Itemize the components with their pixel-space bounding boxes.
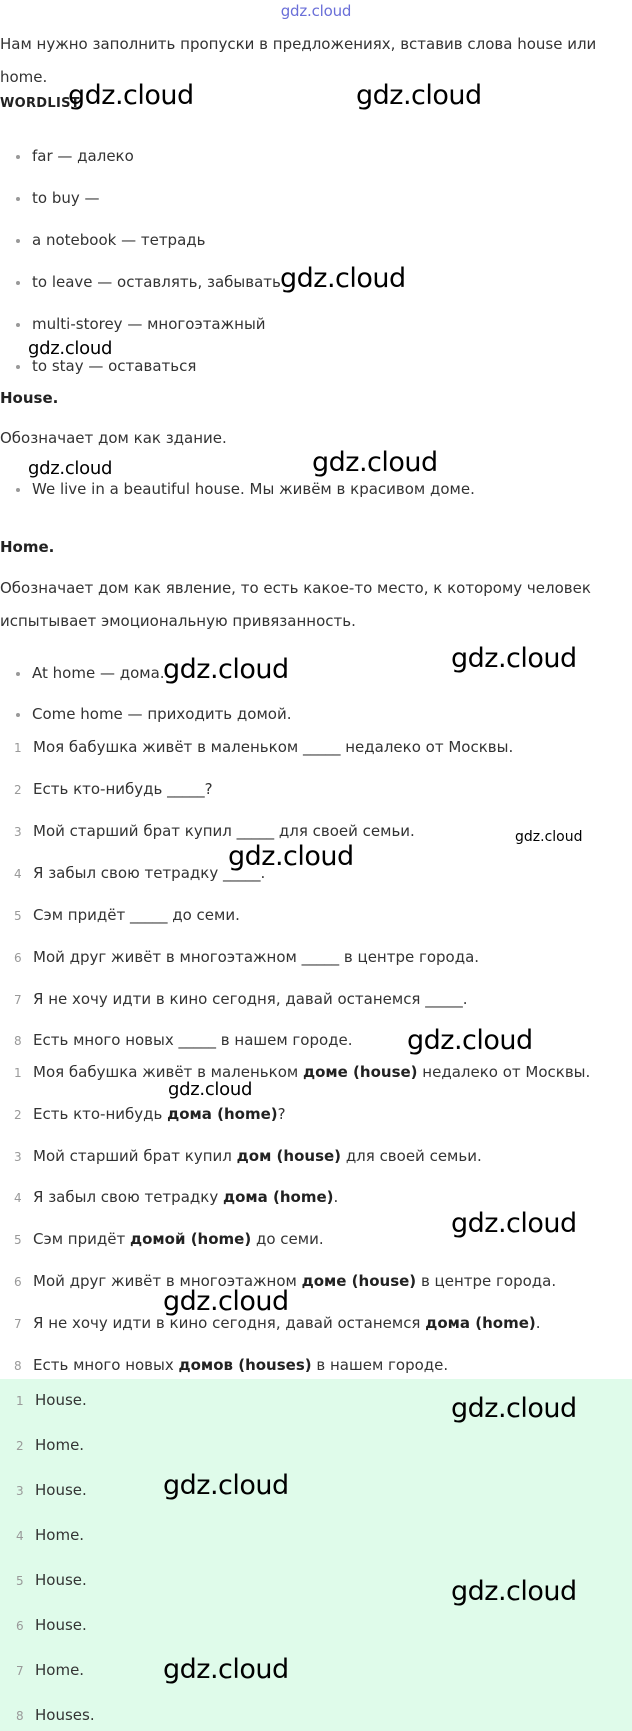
wordlist-item-text: to leave — оставлять, забывать [32,273,281,291]
answer-text: House. [35,1391,87,1409]
task-intro: Нам нужно заполнить пропуски в предложениях, вставив слова house или home. [0,35,597,86]
solution-answer: доме (house) [302,1063,418,1081]
solution-answer: домой (home) [129,1230,252,1248]
answer-item [0,1614,87,1637]
answer-text: House. [35,1481,87,1499]
home-example-text: At home — дома. [32,664,165,682]
item-number: 5 [14,1233,22,1247]
item-number: 7 [14,1317,22,1331]
watermark: gdz.cloud [451,643,577,674]
watermark: gdz.cloud [280,263,406,294]
answer-text: Home. [35,1526,85,1544]
watermark: gdz.cloud [163,654,289,685]
item-number: 2 [14,1108,22,1122]
exercise-item [0,946,479,969]
house-example-text: We live in a beautiful house. Мы живём в красивом доме. [32,480,475,498]
watermark: gdz.cloud [515,829,583,845]
home-example-text: Come home — приходить домой. [32,705,292,723]
bullet-icon [16,365,20,369]
answer-text: Houses. [35,1706,95,1724]
page-title: gdz.cloud [280,2,352,20]
answer-text: House. [35,1571,87,1589]
exercise-text: Мой друг живёт в многоэтажном _____ в центре города. [33,948,480,966]
answer-item [0,1704,95,1727]
house-heading: House. [0,389,59,407]
house-example [0,478,475,500]
answer-item [0,1389,87,1412]
exercise-text: Сэм придёт _____ до семи. [33,906,240,924]
wordlist-item-text: a notebook — тетрадь [32,231,206,249]
item-number: 7 [16,1664,24,1678]
exercise-text: Я не хочу идти в кино сегодня, давай останемся _____. [33,990,468,1008]
exercise-text: Мой старший брат купил _____ для своей семьи. [33,822,415,840]
bullet-icon [16,672,20,676]
watermark: gdz.cloud [312,447,438,478]
solution-item [0,1103,286,1126]
solution-text-before: Сэм придёт [33,1230,130,1248]
watermark: gdz.cloud [407,1025,533,1056]
solution-answer: дома (home) [222,1188,334,1206]
watermark: gdz.cloud [163,1286,289,1317]
solution-text-before: Мой друг живёт в многоэтажном [33,1272,302,1290]
solution-text-before: Есть много новых [33,1356,179,1374]
home-description: Обозначает дом как явление, то есть какое-то место, к которому человек испытывает эмоциональную привязанность. [0,579,591,630]
watermark: gdz.cloud [163,1654,289,1685]
item-number: 4 [16,1529,24,1543]
item-number: 6 [14,1275,22,1289]
wordlist-item [0,145,134,167]
home-heading: Home. [0,538,55,556]
solution-answer: дома (home) [167,1105,278,1123]
solution-item [0,1186,338,1209]
exercise-item [0,820,415,843]
wordlist-item-text: far — далеко [32,147,134,165]
bullet-icon [16,713,20,717]
item-number: 5 [16,1574,24,1588]
answer-text: Home. [35,1661,85,1679]
wordlist-item-text: to stay — оставаться [32,357,197,375]
solution-text-before: Есть кто-нибудь [33,1105,168,1123]
answers-panel [0,1379,632,1731]
solution-item [0,1061,590,1084]
exercise-item [0,1029,353,1052]
solution-text-after: в центре города. [416,1272,557,1290]
bullet-icon [16,281,20,285]
item-number: 8 [14,1034,22,1048]
answer-item [0,1524,84,1547]
solution-text-before: Я забыл свою тетрадку [33,1188,223,1206]
wordlist-heading: WORDLIST [0,96,80,111]
bullet-icon [16,488,20,492]
item-number: 3 [16,1484,24,1498]
item-number: 1 [14,1066,22,1080]
house-description: Обозначает дом как здание. [0,429,227,447]
item-number: 4 [14,867,22,881]
watermark: gdz.cloud [68,80,194,111]
item-number: 8 [16,1709,24,1723]
wordlist-item [0,271,281,293]
item-number: 1 [14,741,22,755]
exercise-text: Я забыл свою тетрадку _____. [33,864,266,882]
solution-text-after: ? [277,1105,286,1123]
bullet-icon [16,239,20,243]
wordlist-item-text: multi-storey — многоэтажный [32,315,266,333]
exercise-item [0,778,213,801]
item-number: 3 [14,825,22,839]
answer-text: Home. [35,1436,85,1454]
solution-text-after: для своей семьи. [341,1147,482,1165]
item-number: 6 [14,951,22,965]
solution-answer: дом (house) [236,1147,342,1165]
wordlist-item [0,313,266,335]
watermark: gdz.cloud [228,841,354,872]
item-number: 1 [16,1394,24,1408]
watermark: gdz.cloud [356,80,482,111]
exercise-text: Моя бабушка живёт в маленьком _____ недалеко от Москвы. [33,738,514,756]
home-example [0,662,165,684]
wordlist-item-text: to buy — [32,189,100,207]
solution-answer: дома (home) [425,1314,536,1332]
solution-text-after: в нашем городе. [311,1356,449,1374]
wordlist-item [0,187,100,209]
home-example [0,703,291,725]
item-number: 8 [14,1359,22,1373]
solution-item [0,1228,324,1251]
solution-text-before: Моя бабушка живёт в маленьком [33,1063,303,1081]
watermark: gdz.cloud [451,1208,577,1239]
exercise-text: Есть кто-нибудь _____? [33,780,213,798]
watermark: gdz.cloud [451,1393,577,1424]
exercise-item [0,736,513,759]
answer-item [0,1479,87,1502]
bullet-icon [16,323,20,327]
watermark: gdz.cloud [451,1576,577,1607]
answer-item [0,1569,87,1592]
watermark: gdz.cloud [168,1079,253,1100]
answer-item [0,1434,84,1457]
item-number: 7 [14,993,22,1007]
watermark: gdz.cloud [163,1470,289,1501]
solution-answer: доме (house) [301,1272,417,1290]
exercise-text: Есть много новых _____ в нашем городе. [33,1031,353,1049]
solution-item [0,1145,482,1168]
bullet-icon [16,155,20,159]
watermark: gdz.cloud [28,458,113,479]
solution-item [0,1354,448,1377]
item-number: 5 [14,909,22,923]
exercise-item [0,988,468,1011]
item-number: 4 [14,1191,22,1205]
answer-text: House. [35,1616,87,1634]
solution-text-after: до семи. [251,1230,324,1248]
watermark: gdz.cloud [28,338,113,359]
bullet-icon [16,197,20,201]
solution-text-after: . [333,1188,339,1206]
solution-text-before: Я не хочу идти в кино сегодня, давай останемся [33,1314,426,1332]
solution-text-before: Мой старший брат купил [33,1147,237,1165]
solution-answer: домов (houses) [178,1356,312,1374]
item-number: 6 [16,1619,24,1633]
item-number: 2 [16,1439,24,1453]
answer-item [0,1659,84,1682]
exercise-item [0,904,240,927]
exercise-item [0,862,265,885]
item-number: 3 [14,1150,22,1164]
solution-text-after: недалеко от Москвы. [417,1063,591,1081]
solution-text-after: . [535,1314,541,1332]
wordlist-item [0,229,205,251]
item-number: 2 [14,783,22,797]
